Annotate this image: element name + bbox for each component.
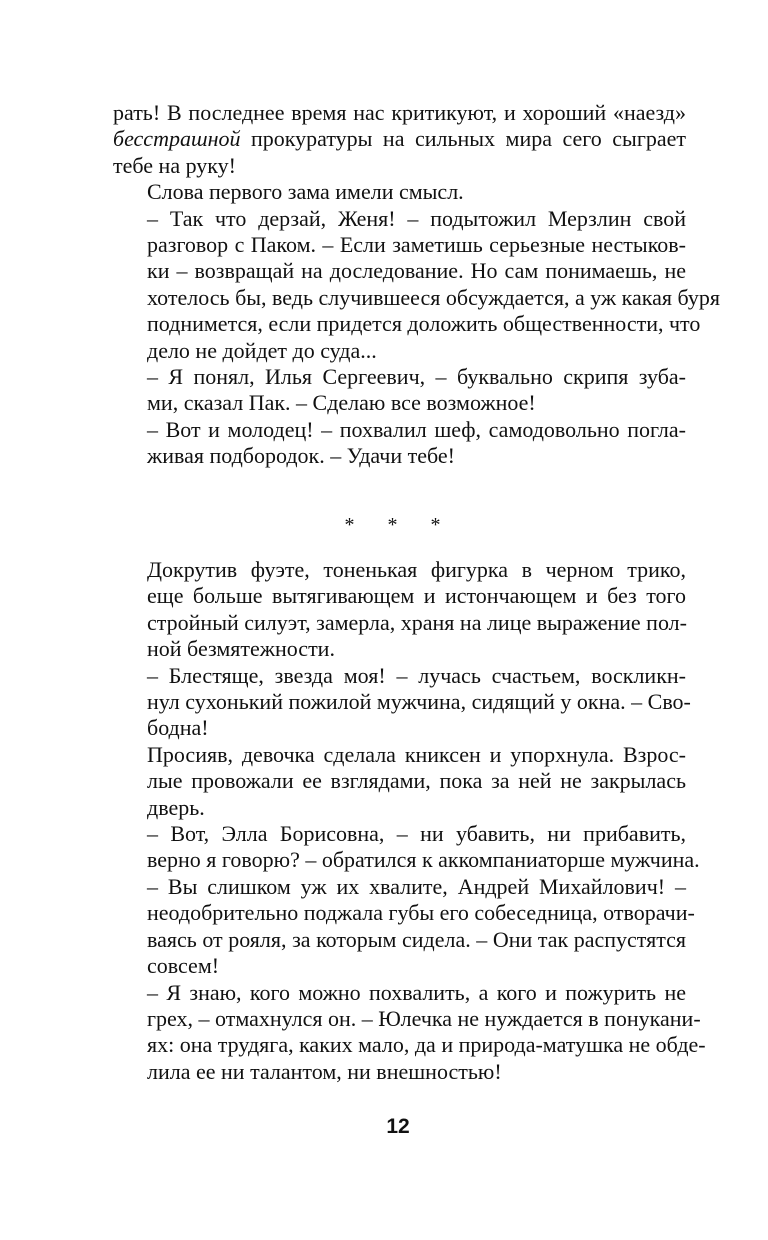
text-line: неодобрительно поджала губы его собеседница, отворачи- (147, 900, 695, 926)
text-line: грех, – отмахнулся он. – Юлечка не нуждается в понукани- (147, 1005, 701, 1031)
text-line: – Вот и молодец! – похвалил шеф, самодовольно погла- (147, 416, 686, 442)
text-line: дело не дойдет до суда... (147, 337, 377, 363)
paragraph (113, 979, 706, 1086)
text-line: стройный силуэт, замерла, храня на лице выражение пол- (147, 609, 687, 635)
paragraph (113, 205, 720, 364)
paragraph (113, 417, 686, 470)
paragraph (113, 742, 686, 821)
text-line: – Вы слишком уж их хвалите, Андрей Михайлович! – (147, 873, 686, 899)
text-line: ки – возвращай на доследование. Но сам понимаешь, не (147, 258, 686, 284)
text-line: – Блестяще, звезда моя! – лучась счастьем, воскликн- (147, 662, 686, 688)
paragraph (113, 821, 700, 874)
text-line: – Я знаю, кого можно похвалить, а кого и пожурить не (147, 979, 686, 1005)
text-line: ваясь от рояля, за которым сидела. – Они так распустятся (147, 926, 686, 952)
page-number: 12 (386, 1115, 410, 1138)
text-line: ях: она трудяга, каких мало, да и природа-матушка не обде- (147, 1032, 706, 1058)
text-line: лила ее ни талантом, ни внешностью! (147, 1058, 502, 1084)
text-line: живая подбородок. – Удачи тебе! (147, 443, 456, 469)
paragraph (113, 179, 686, 205)
text-line: Просияв, девочка сделала книксен и упорхнула. Взрос- (147, 741, 686, 767)
text-line: поднимется, если придется доложить общественности, что (147, 311, 701, 337)
text-line: лые провожали ее взглядами, пока за ней не закрылась (147, 768, 686, 794)
text-line: – Я понял, Илья Сергеевич, – буквально скрипя зуба- (147, 364, 686, 390)
paragraph (113, 873, 695, 980)
text-line (113, 126, 686, 152)
text-line: верно я говорю? – обратился к аккомпаниаторше мужчина. (147, 847, 700, 873)
paragraph (113, 100, 686, 179)
text-line: хотелось бы, ведь случившееся обсуждается, а уж какая буря (147, 284, 720, 310)
text-line: дверь. (147, 794, 205, 820)
text-line: еще больше вытягивающем и истончающем и без того (147, 583, 686, 609)
text-section-2 (113, 557, 706, 1085)
text-fragment: прокуратуры на сильных мира сего сыграет (240, 126, 686, 152)
text-line: ной безмятежности. (147, 636, 335, 662)
text-line: ми, сказал Пак. – Сделаю все возможное! (147, 390, 536, 416)
text-line: бодна! (147, 715, 209, 741)
text-line: нул сухонький пожилой мужчина, сидящий у окна. – Сво- (147, 689, 691, 715)
scene-break: * * * (344, 514, 455, 536)
text-line: разговор с Паком. – Если заметишь серьезные нестыков- (147, 232, 686, 258)
text-line: тебе на руку! (113, 152, 236, 178)
paragraph (113, 557, 686, 663)
text-line: рать! В последнее время нас критикуют, и хороший «наезд» (113, 100, 686, 125)
text-line: Докрутив фуэте, тоненькая фигурка в черном трико, (147, 557, 686, 582)
text-line: – Вот, Элла Борисовна, – ни убавить, ни прибавить, (147, 821, 686, 847)
text-section-1 (113, 100, 720, 470)
text-line: – Так что дерзай, Женя! – подытожил Мерзлин свой (147, 205, 686, 231)
text-line: совсем! (147, 953, 220, 979)
text-line: Слова первого зама имели смысл. (147, 179, 464, 205)
paragraph (113, 662, 691, 742)
italic-word: бесстрашной (113, 126, 241, 152)
paragraph (113, 364, 686, 417)
